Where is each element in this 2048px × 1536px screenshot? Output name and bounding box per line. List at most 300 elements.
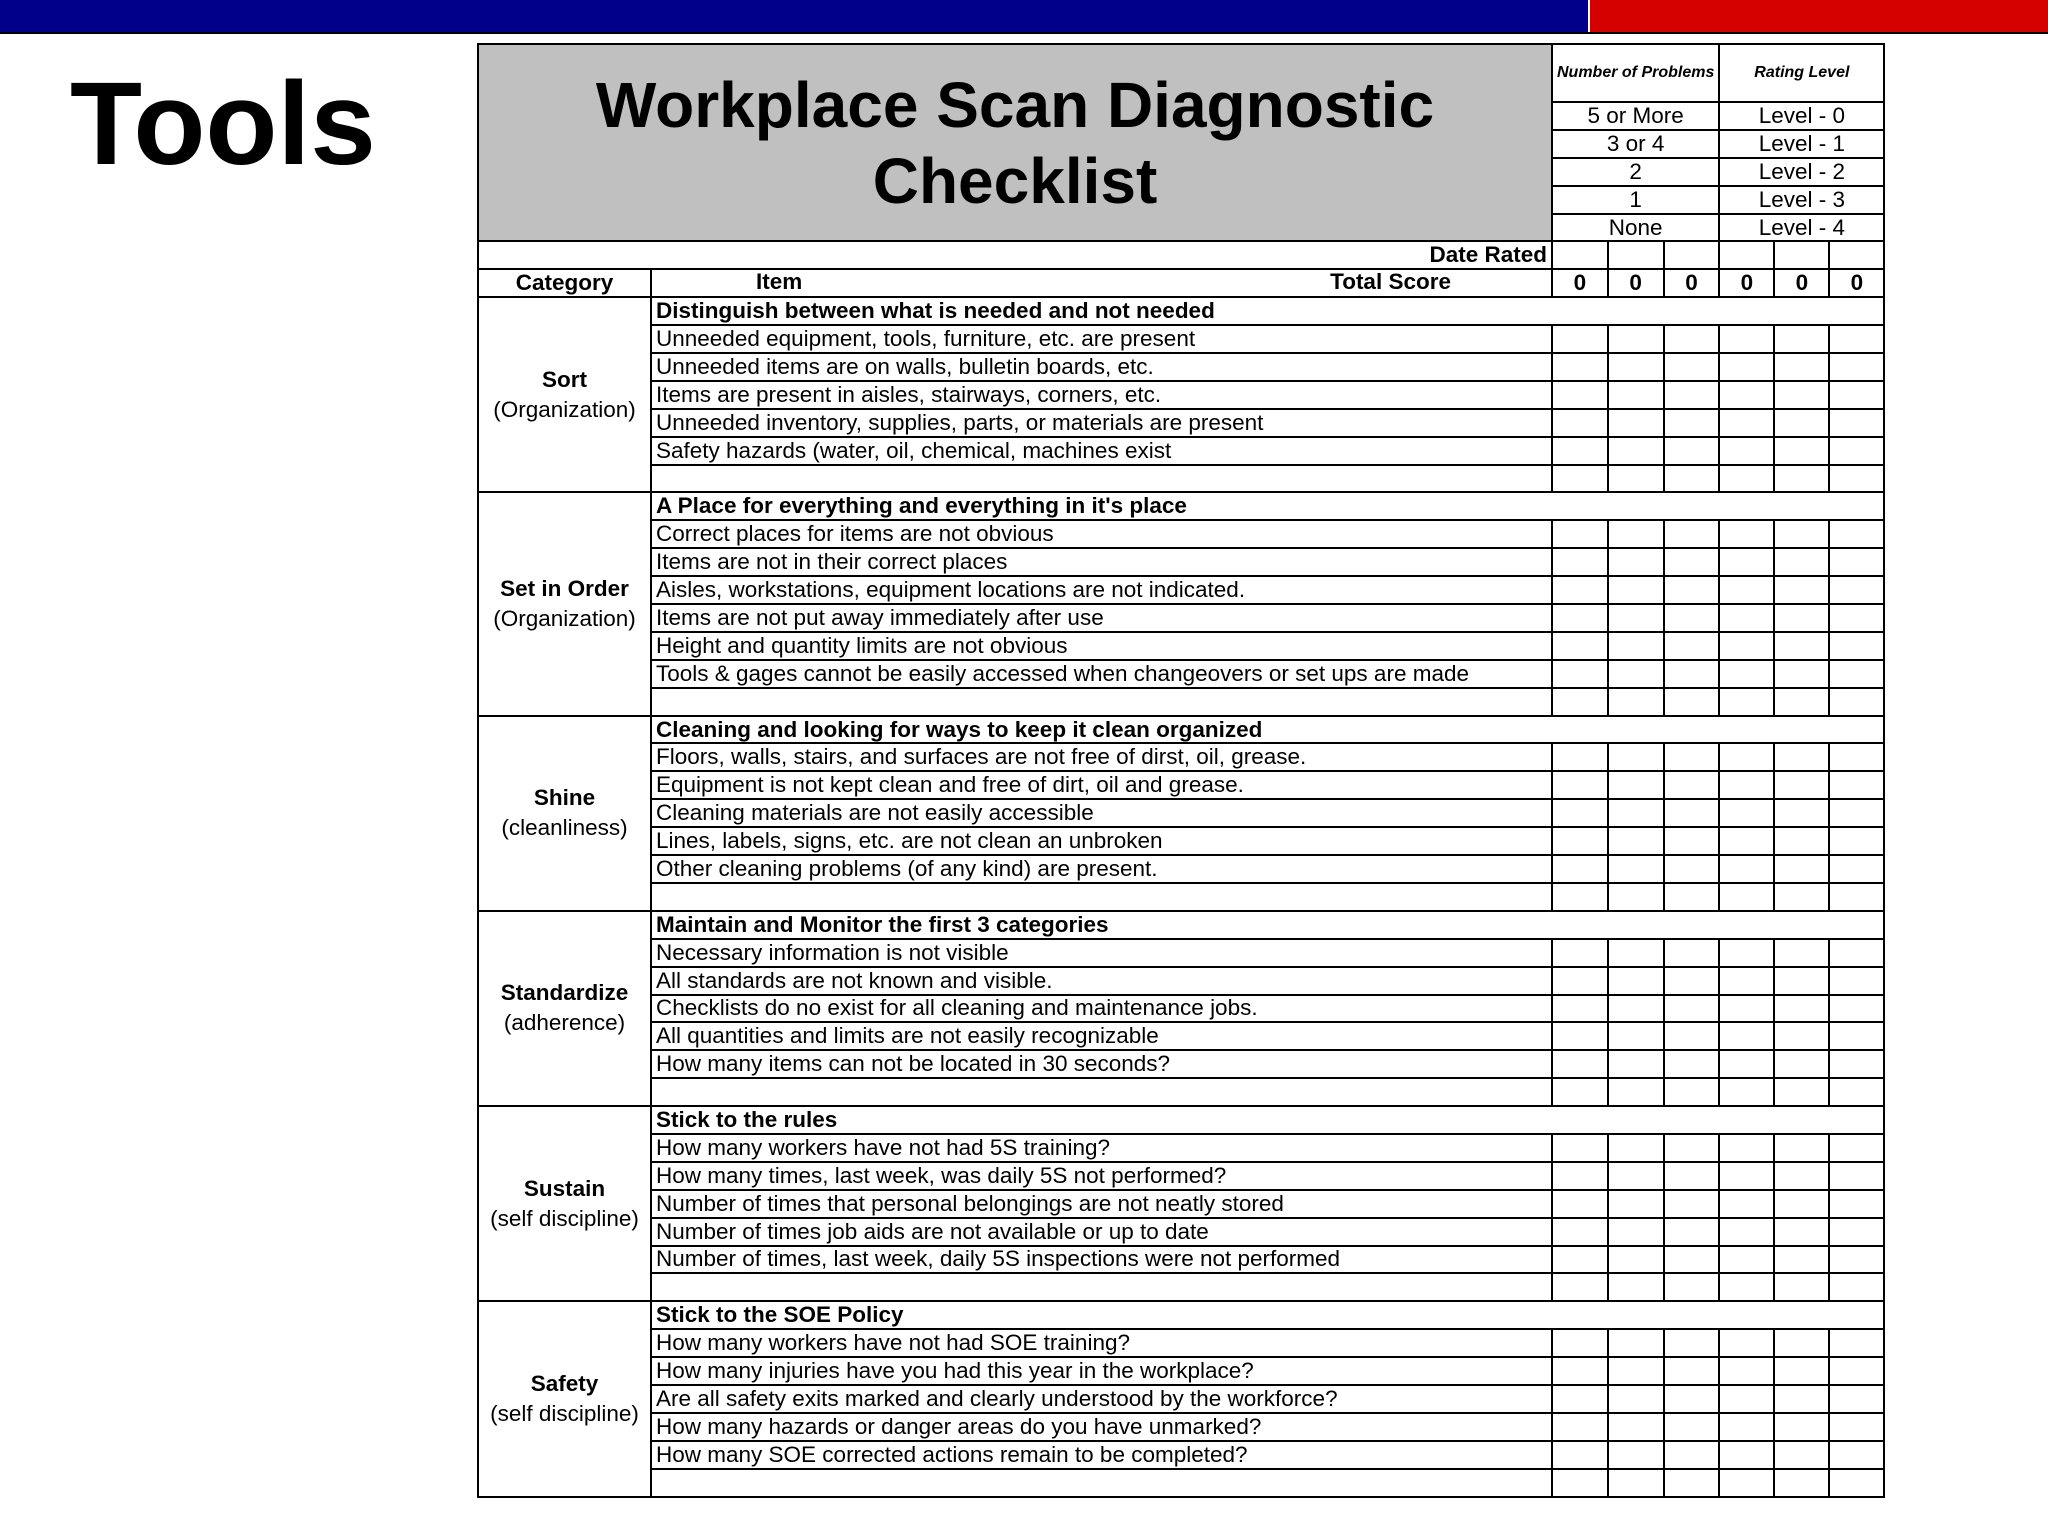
score-cell[interactable] [1719, 1022, 1774, 1050]
score-cell[interactable] [1608, 604, 1664, 632]
score-cell[interactable] [1719, 1329, 1774, 1357]
score-cell[interactable] [1719, 381, 1774, 409]
legend-level: Level - 1 [1719, 130, 1884, 158]
table-row [478, 995, 1884, 1023]
table-row [478, 1246, 1884, 1274]
table-row [478, 743, 1884, 771]
checklist-item: Items are not in their correct places [651, 548, 1552, 576]
score-cell[interactable] [1829, 1022, 1884, 1050]
score-cell[interactable] [1608, 1078, 1664, 1106]
score-cell[interactable] [1552, 939, 1608, 967]
section-heading: Stick to the SOE Policy [651, 1301, 1884, 1329]
score-cell[interactable] [1664, 855, 1720, 883]
score-cell[interactable] [1719, 743, 1774, 771]
score-cell[interactable] [1608, 1162, 1664, 1190]
score-cell[interactable] [1774, 967, 1829, 995]
score-cell[interactable] [1719, 353, 1774, 381]
score-cell[interactable] [1774, 1413, 1829, 1441]
score-cell[interactable] [1829, 409, 1884, 437]
score-cell[interactable] [1664, 883, 1720, 911]
score-cell[interactable] [1774, 548, 1829, 576]
score-cell[interactable] [1829, 1218, 1884, 1246]
score-cell[interactable] [1552, 520, 1608, 548]
score-cell[interactable] [1719, 660, 1774, 688]
score-cell[interactable] [1829, 855, 1884, 883]
category-name: Sort [542, 366, 587, 392]
score-cell[interactable] [1552, 771, 1608, 799]
legend-problems: 2 [1552, 158, 1719, 186]
score-cell[interactable] [1829, 576, 1884, 604]
score-cell[interactable] [1719, 1357, 1774, 1385]
score-cell[interactable] [1552, 688, 1608, 716]
category-header: Category [478, 269, 651, 297]
score-cell[interactable] [1664, 1469, 1720, 1497]
score-cell[interactable] [1774, 325, 1829, 353]
score-cell[interactable] [1608, 381, 1664, 409]
score-cell[interactable] [1552, 1022, 1608, 1050]
score-cell[interactable] [1774, 1134, 1829, 1162]
date-cell[interactable] [1829, 241, 1884, 269]
score-cell[interactable] [1774, 1441, 1829, 1469]
score-cell[interactable] [1829, 1329, 1884, 1357]
score-cell[interactable] [1608, 1134, 1664, 1162]
score-cell[interactable] [1774, 437, 1829, 465]
score-cell[interactable] [1829, 604, 1884, 632]
score-cell[interactable] [1829, 939, 1884, 967]
score-cell[interactable] [1719, 855, 1774, 883]
score-cell[interactable] [1774, 1385, 1829, 1413]
score-cell[interactable] [1664, 967, 1720, 995]
score-cell[interactable] [1829, 1273, 1884, 1301]
score-cell[interactable] [1664, 1273, 1720, 1301]
score-cell[interactable] [1552, 353, 1608, 381]
score-cell[interactable] [1664, 576, 1720, 604]
table-row [478, 660, 1884, 688]
score-cell[interactable] [1774, 799, 1829, 827]
score-cell[interactable] [1552, 743, 1608, 771]
checklist-item: Number of times, last week, daily 5S inspections were not performed [651, 1246, 1552, 1274]
slide-title: Tools [70, 58, 376, 190]
score-cell[interactable] [1608, 688, 1664, 716]
table-row [478, 1329, 1884, 1357]
checklist-item: How many hazards or danger areas do you have unmarked? [651, 1413, 1552, 1441]
score-cell[interactable] [1552, 409, 1608, 437]
score-cell[interactable] [1664, 1246, 1720, 1274]
score-cell[interactable] [1664, 743, 1720, 771]
category-name: Sustain [523, 1175, 606, 1201]
checklist-item: Number of times job aids are not available or up to date [651, 1218, 1552, 1246]
score-cell[interactable] [1774, 1022, 1829, 1050]
score-cell[interactable] [1664, 688, 1720, 716]
score-cell[interactable] [1774, 688, 1829, 716]
score-cell[interactable] [1552, 883, 1608, 911]
score-cell[interactable] [1774, 632, 1829, 660]
score-cell[interactable] [1664, 1190, 1720, 1218]
table-row [478, 1441, 1884, 1469]
score-cell[interactable] [1608, 1218, 1664, 1246]
checklist-item: Lines, labels, signs, etc. are not clean an unbroken [651, 827, 1552, 855]
table-row [478, 548, 1884, 576]
score-cell[interactable] [1664, 827, 1720, 855]
score-cell[interactable] [1608, 967, 1664, 995]
table-row [478, 1190, 1884, 1218]
score-cell[interactable] [1829, 1162, 1884, 1190]
table-row [478, 688, 1884, 716]
blank-item-cell [651, 1469, 1552, 1497]
score-cell[interactable] [1829, 883, 1884, 911]
score-cell[interactable] [1719, 409, 1774, 437]
checklist-item: Are all safety exits marked and clearly understood by the workforce? [651, 1385, 1552, 1413]
score-cell[interactable] [1774, 939, 1829, 967]
category-subtitle: (Organization) [493, 396, 636, 422]
score-cell[interactable] [1552, 1357, 1608, 1385]
table-row [478, 939, 1884, 967]
score-cell[interactable] [1552, 381, 1608, 409]
table-row [478, 437, 1884, 465]
score-cell[interactable] [1719, 1469, 1774, 1497]
category-cell [478, 1301, 651, 1496]
score-cell[interactable] [1719, 1078, 1774, 1106]
category-subtitle: (Organization) [493, 606, 636, 632]
top-bar-red [1590, 0, 2048, 34]
score-cell[interactable] [1608, 1050, 1664, 1078]
score-cell[interactable] [1552, 1190, 1608, 1218]
score-cell[interactable] [1608, 325, 1664, 353]
score-cell[interactable] [1719, 325, 1774, 353]
score-cell[interactable] [1552, 827, 1608, 855]
score-cell[interactable] [1664, 1385, 1720, 1413]
score-cell[interactable] [1664, 1022, 1720, 1050]
score-cell[interactable] [1552, 1134, 1608, 1162]
score-cell[interactable] [1664, 520, 1720, 548]
score-cell[interactable] [1608, 465, 1664, 493]
total-score-value: 0 [1719, 269, 1774, 297]
score-cell[interactable] [1608, 799, 1664, 827]
score-cell[interactable] [1608, 1273, 1664, 1301]
score-cell[interactable] [1664, 409, 1720, 437]
legend-problems: None [1552, 214, 1719, 242]
category-subtitle: (self discipline) [490, 1205, 639, 1231]
score-cell[interactable] [1829, 688, 1884, 716]
score-cell[interactable] [1719, 1273, 1774, 1301]
score-cell[interactable] [1774, 1162, 1829, 1190]
score-cell[interactable] [1774, 381, 1829, 409]
score-cell[interactable] [1664, 799, 1720, 827]
score-cell[interactable] [1829, 660, 1884, 688]
table-row [478, 1469, 1884, 1497]
score-cell[interactable] [1829, 548, 1884, 576]
date-cell[interactable] [1719, 241, 1774, 269]
score-cell[interactable] [1608, 1385, 1664, 1413]
score-cell[interactable] [1774, 1246, 1829, 1274]
checklist-item: Aisles, workstations, equipment locations are not indicated. [651, 576, 1552, 604]
score-cell[interactable] [1774, 409, 1829, 437]
score-cell[interactable] [1608, 1441, 1664, 1469]
score-cell[interactable] [1552, 325, 1608, 353]
score-cell[interactable] [1719, 1441, 1774, 1469]
score-cell[interactable] [1608, 1329, 1664, 1357]
legend-problems: 1 [1552, 186, 1719, 214]
score-cell[interactable] [1774, 1469, 1829, 1497]
score-cell[interactable] [1664, 325, 1720, 353]
score-cell[interactable] [1608, 771, 1664, 799]
checklist-item: Unneeded items are on walls, bulletin boards, etc. [651, 353, 1552, 381]
score-cell[interactable] [1719, 1218, 1774, 1246]
score-cell[interactable] [1719, 1385, 1774, 1413]
score-cell[interactable] [1829, 995, 1884, 1023]
score-cell[interactable] [1774, 520, 1829, 548]
score-cell[interactable] [1774, 465, 1829, 493]
table-row [478, 353, 1884, 381]
category-cell [478, 1106, 651, 1301]
category-cell [478, 911, 651, 1106]
score-cell[interactable] [1829, 743, 1884, 771]
score-cell[interactable] [1608, 632, 1664, 660]
category-name: Set in Order [500, 576, 629, 602]
score-cell[interactable] [1829, 465, 1884, 493]
item-header-cell [651, 269, 1552, 297]
score-cell[interactable] [1608, 1413, 1664, 1441]
score-cell[interactable] [1719, 827, 1774, 855]
table-row [478, 409, 1884, 437]
score-cell[interactable] [1829, 381, 1884, 409]
score-cell[interactable] [1552, 576, 1608, 604]
table-row [478, 883, 1884, 911]
score-cell[interactable] [1829, 1078, 1884, 1106]
score-cell[interactable] [1552, 632, 1608, 660]
score-cell[interactable] [1774, 660, 1829, 688]
score-cell[interactable] [1719, 1413, 1774, 1441]
score-cell[interactable] [1664, 995, 1720, 1023]
score-cell[interactable] [1774, 1329, 1829, 1357]
score-cell[interactable] [1608, 1190, 1664, 1218]
score-cell[interactable] [1774, 604, 1829, 632]
score-cell[interactable] [1774, 995, 1829, 1023]
score-cell[interactable] [1664, 632, 1720, 660]
score-cell[interactable] [1608, 548, 1664, 576]
score-cell[interactable] [1774, 743, 1829, 771]
score-cell[interactable] [1608, 520, 1664, 548]
score-cell[interactable] [1829, 353, 1884, 381]
checklist-item: Tools & gages cannot be easily accessed when changeovers or set ups are made [651, 660, 1552, 688]
score-cell[interactable] [1664, 1441, 1720, 1469]
score-cell[interactable] [1829, 1190, 1884, 1218]
category-cell [478, 716, 651, 911]
score-cell[interactable] [1552, 1329, 1608, 1357]
score-cell[interactable] [1719, 967, 1774, 995]
score-cell[interactable] [1829, 799, 1884, 827]
score-cell[interactable] [1719, 1162, 1774, 1190]
score-cell[interactable] [1829, 325, 1884, 353]
score-cell[interactable] [1829, 1357, 1884, 1385]
score-cell[interactable] [1719, 1190, 1774, 1218]
score-cell[interactable] [1552, 1078, 1608, 1106]
score-cell[interactable] [1719, 520, 1774, 548]
score-cell[interactable] [1774, 353, 1829, 381]
score-cell[interactable] [1664, 1329, 1720, 1357]
legend-level: Level - 2 [1719, 158, 1884, 186]
score-cell[interactable] [1719, 437, 1774, 465]
score-cell[interactable] [1608, 1469, 1664, 1497]
score-cell[interactable] [1608, 939, 1664, 967]
table-row [478, 381, 1884, 409]
score-cell[interactable] [1719, 465, 1774, 493]
score-cell[interactable] [1608, 1246, 1664, 1274]
score-cell[interactable] [1774, 1190, 1829, 1218]
score-cell[interactable] [1552, 1246, 1608, 1274]
date-cell[interactable] [1664, 241, 1720, 269]
score-cell[interactable] [1664, 604, 1720, 632]
date-cell[interactable] [1552, 241, 1608, 269]
score-cell[interactable] [1552, 465, 1608, 493]
total-score-value: 0 [1664, 269, 1720, 297]
checklist-item: Correct places for items are not obvious [651, 520, 1552, 548]
checklist-item: Number of times that personal belongings are not neatly stored [651, 1190, 1552, 1218]
score-cell[interactable] [1552, 1050, 1608, 1078]
checklist-item: Necessary information is not visible [651, 939, 1552, 967]
score-cell[interactable] [1829, 1246, 1884, 1274]
score-cell[interactable] [1664, 1413, 1720, 1441]
score-cell[interactable] [1664, 381, 1720, 409]
score-cell[interactable] [1774, 827, 1829, 855]
score-cell[interactable] [1608, 883, 1664, 911]
score-cell[interactable] [1552, 1413, 1608, 1441]
section-heading: A Place for everything and everything in it's place [651, 492, 1884, 520]
score-cell[interactable] [1664, 1357, 1720, 1385]
score-cell[interactable] [1719, 1246, 1774, 1274]
score-cell[interactable] [1829, 1441, 1884, 1469]
score-cell[interactable] [1608, 409, 1664, 437]
blank-item-cell [651, 1078, 1552, 1106]
score-cell[interactable] [1552, 1162, 1608, 1190]
score-cell[interactable] [1774, 1273, 1829, 1301]
category-cell [478, 297, 651, 492]
checklist-item: How many workers have not had SOE training? [651, 1329, 1552, 1357]
score-cell[interactable] [1552, 1469, 1608, 1497]
score-cell[interactable] [1719, 939, 1774, 967]
score-cell[interactable] [1608, 437, 1664, 465]
score-cell[interactable] [1719, 548, 1774, 576]
score-cell[interactable] [1774, 771, 1829, 799]
score-cell[interactable] [1664, 1162, 1720, 1190]
score-cell[interactable] [1664, 1050, 1720, 1078]
score-cell[interactable] [1608, 1022, 1664, 1050]
score-cell[interactable] [1829, 437, 1884, 465]
score-cell[interactable] [1829, 520, 1884, 548]
score-cell[interactable] [1552, 995, 1608, 1023]
score-cell[interactable] [1552, 604, 1608, 632]
score-cell[interactable] [1552, 855, 1608, 883]
top-bar-rule [0, 32, 2048, 34]
score-cell[interactable] [1774, 1357, 1829, 1385]
score-cell[interactable] [1774, 576, 1829, 604]
score-cell[interactable] [1719, 799, 1774, 827]
table-row [478, 771, 1884, 799]
score-cell[interactable] [1552, 1218, 1608, 1246]
checklist-item: Items are not put away immediately after use [651, 604, 1552, 632]
score-cell[interactable] [1774, 1218, 1829, 1246]
score-cell[interactable] [1719, 995, 1774, 1023]
score-cell[interactable] [1829, 967, 1884, 995]
checklist-item: How many items can not be located in 30 seconds? [651, 1050, 1552, 1078]
score-cell[interactable] [1719, 632, 1774, 660]
score-cell[interactable] [1552, 1441, 1608, 1469]
score-cell[interactable] [1552, 1273, 1608, 1301]
score-cell[interactable] [1552, 548, 1608, 576]
score-cell[interactable] [1608, 353, 1664, 381]
date-cell[interactable] [1608, 241, 1664, 269]
score-cell[interactable] [1719, 688, 1774, 716]
table-row [478, 1022, 1884, 1050]
score-cell[interactable] [1664, 660, 1720, 688]
score-cell[interactable] [1552, 660, 1608, 688]
score-cell[interactable] [1664, 939, 1720, 967]
checklist-item: How many injuries have you had this year in the workplace? [651, 1357, 1552, 1385]
score-cell[interactable] [1719, 1134, 1774, 1162]
score-cell[interactable] [1608, 1357, 1664, 1385]
score-cell[interactable] [1608, 660, 1664, 688]
score-cell[interactable] [1608, 827, 1664, 855]
date-cell[interactable] [1774, 241, 1829, 269]
score-cell[interactable] [1664, 353, 1720, 381]
score-cell[interactable] [1774, 1078, 1829, 1106]
legend-rating-header: Rating Level [1719, 44, 1884, 102]
score-cell[interactable] [1552, 799, 1608, 827]
table-row [478, 1078, 1884, 1106]
checklist-item: Cleaning materials are not easily accessible [651, 799, 1552, 827]
score-cell[interactable] [1719, 1050, 1774, 1078]
blank-item-cell [651, 465, 1552, 493]
score-cell[interactable] [1664, 771, 1720, 799]
score-cell[interactable] [1664, 548, 1720, 576]
section-heading: Cleaning and looking for ways to keep it clean organized [651, 716, 1884, 744]
checklist-item: Unneeded inventory, supplies, parts, or materials are present [651, 409, 1552, 437]
score-cell[interactable] [1829, 771, 1884, 799]
score-cell[interactable] [1664, 1218, 1720, 1246]
score-cell[interactable] [1829, 1134, 1884, 1162]
section-heading: Stick to the rules [651, 1106, 1884, 1134]
score-cell[interactable] [1774, 883, 1829, 911]
score-cell[interactable] [1829, 827, 1884, 855]
score-cell[interactable] [1719, 604, 1774, 632]
score-cell[interactable] [1829, 1413, 1884, 1441]
score-cell[interactable] [1664, 1078, 1720, 1106]
score-cell[interactable] [1552, 1385, 1608, 1413]
score-cell[interactable] [1608, 576, 1664, 604]
score-cell[interactable] [1664, 465, 1720, 493]
score-cell[interactable] [1552, 437, 1608, 465]
checklist-item: Items are present in aisles, stairways, corners, etc. [651, 381, 1552, 409]
score-cell[interactable] [1829, 1050, 1884, 1078]
score-cell[interactable] [1608, 743, 1664, 771]
score-cell[interactable] [1552, 967, 1608, 995]
score-cell[interactable] [1829, 1385, 1884, 1413]
score-cell[interactable] [1719, 576, 1774, 604]
score-cell[interactable] [1664, 1134, 1720, 1162]
total-score-header: Total Score [1330, 269, 1451, 295]
score-cell[interactable] [1829, 1469, 1884, 1497]
score-cell[interactable] [1608, 855, 1664, 883]
score-cell[interactable] [1774, 1050, 1829, 1078]
section-heading: Maintain and Monitor the first 3 categories [651, 911, 1884, 939]
score-cell[interactable] [1664, 437, 1720, 465]
score-cell[interactable] [1774, 855, 1829, 883]
score-cell[interactable] [1829, 632, 1884, 660]
score-cell[interactable] [1719, 883, 1774, 911]
score-cell[interactable] [1608, 995, 1664, 1023]
category-subtitle: (cleanliness) [501, 815, 628, 841]
score-cell[interactable] [1719, 771, 1774, 799]
